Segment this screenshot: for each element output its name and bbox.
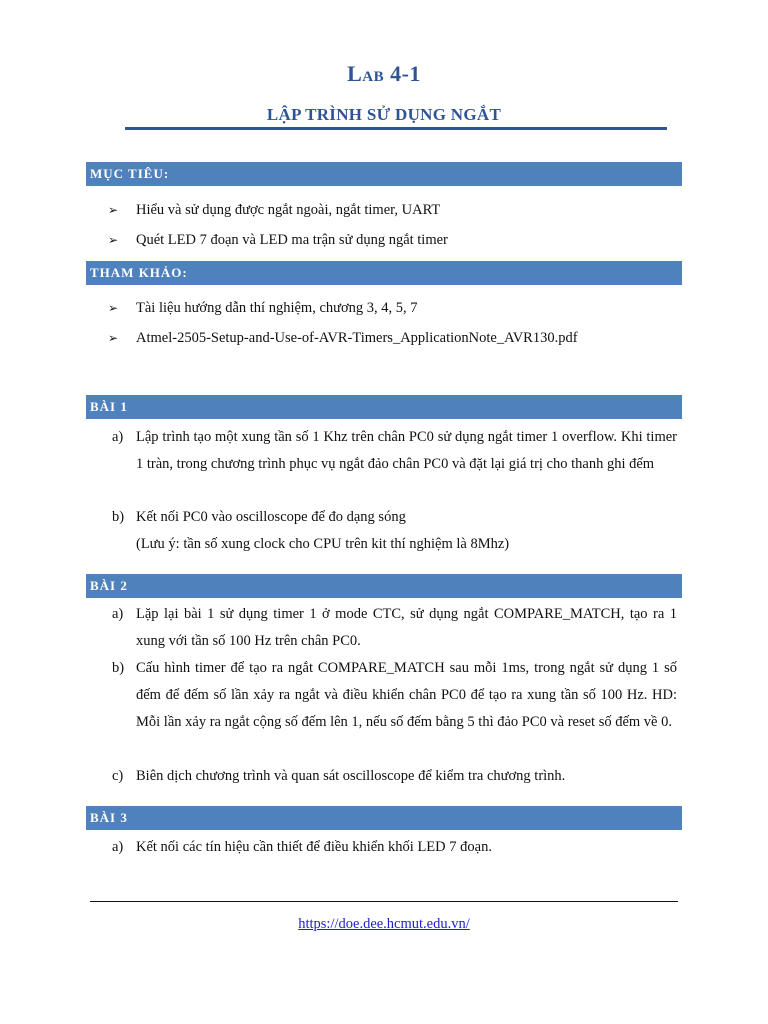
section-heading-bai-2: BÀI 2	[86, 574, 682, 598]
item-text: Kết nối các tín hiệu cần thiết để điều khiển khối LED 7 đoạn.	[136, 839, 492, 855]
item-label: a)	[112, 606, 124, 622]
section-heading-bai-1: BÀI 1	[86, 395, 682, 419]
footer-divider	[90, 901, 678, 902]
arrow-bullet-icon: ➢	[108, 301, 119, 315]
section-heading-objectives: MỤC TIÊU:	[86, 162, 682, 186]
bullet-text: Quét LED 7 đoạn và LED ma trận sử dụng ngắt timer	[136, 232, 448, 248]
footer-website-link[interactable]: https://doe.dee.hcmut.edu.vn/	[298, 916, 470, 932]
bullet-text: Atmel-2505-Setup-and-Use-of-AVR-Timers_ApplicationNote_AVR130.pdf	[136, 330, 578, 346]
arrow-bullet-icon: ➢	[108, 203, 119, 217]
arrow-bullet-icon: ➢	[108, 331, 119, 345]
item-label: a)	[112, 839, 124, 855]
bullet-text: Tài liệu hướng dẫn thí nghiệm, chương 3, 4, 5, 7	[136, 300, 418, 316]
item-text: Lập trình tạo một xung tần số 1 Khz trên chân PC0 sử dụng ngắt timer 1 overflow. Khi timer 1 tràn, trong chương trình phục vụ ngắt đảo chân PC0 và đặt lại giá trị cho thanh ghi đếm	[136, 429, 677, 472]
item-label: b)	[112, 660, 125, 676]
section-heading-references: THAM KHẢO:	[86, 261, 682, 285]
item-text: Kết nối PC0 vào oscilloscope để đo dạng sóng	[136, 509, 406, 525]
note-text: (Lưu ý: tần số xung clock cho CPU trên kit thí nghiệm là 8Mhz)	[136, 536, 510, 552]
title-underline	[125, 127, 667, 130]
item-label: a)	[112, 429, 124, 445]
item-text: Cấu hình timer để tạo ra ngắt COMPARE_MATCH sau mỗi 1ms, trong ngắt sử dụng 1 số đếm để đếm số lần xảy ra ngắt và điều khiển chân PC0 để tạo ra xung tần số 100 Hz. HD: Mỗi lần xảy ra ngắt cộng số đếm lên 1, nếu số đếm bằng 5 thì đảo PC0 và reset số đếm về 0.	[136, 660, 677, 730]
lab-title: Lab 4-1	[347, 61, 421, 86]
arrow-bullet-icon: ➢	[108, 233, 119, 247]
item-label: b)	[112, 509, 125, 525]
item-label: c)	[112, 768, 124, 784]
item-text: Biên dịch chương trình và quan sát oscilloscope để kiểm tra chương trình.	[136, 768, 566, 784]
section-heading-bai-3: BÀI 3	[86, 806, 682, 830]
bullet-text: Hiểu và sử dụng được ngắt ngoài, ngắt timer, UART	[136, 202, 441, 218]
item-text: Lặp lại bài 1 sử dụng timer 1 ở mode CTC, sử dụng ngắt COMPARE_MATCH, tạo ra 1 xung với tần số 100 Hz trên chân PC0.	[136, 606, 677, 649]
main-title: LẬP TRÌNH SỬ DỤNG NGẮT	[266, 105, 502, 124]
